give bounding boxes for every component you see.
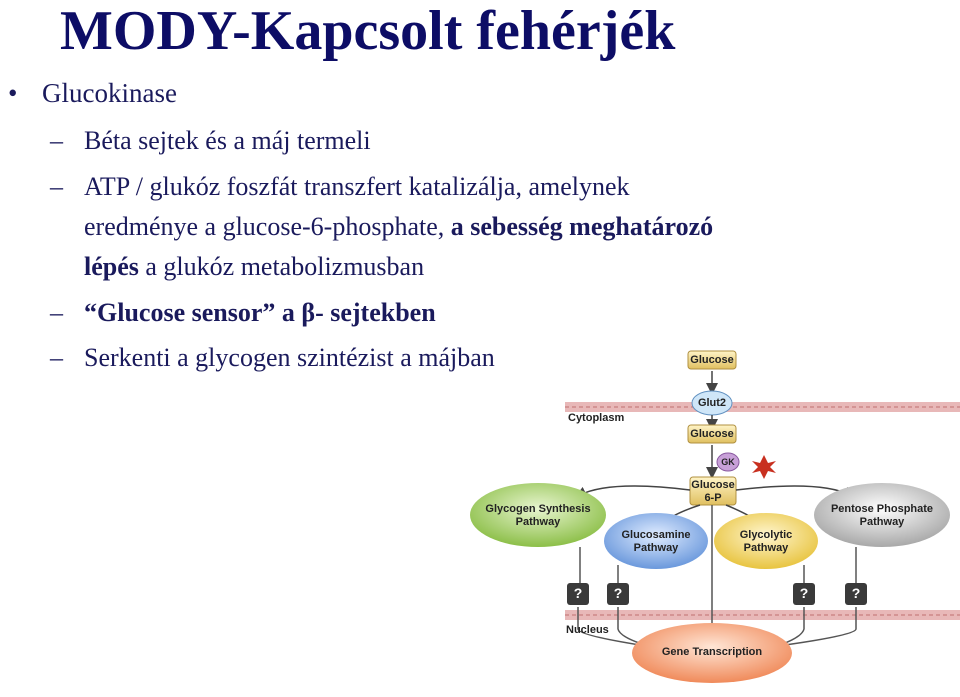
sub-bullet-3: – “Glucose sensor” a β- sejtekben <box>50 298 436 327</box>
glucose-top-label: Glucose <box>690 354 734 366</box>
question-mark-icon: ? <box>851 585 861 601</box>
bullet-dot: • <box>8 78 18 108</box>
dash-icon: – <box>50 172 63 201</box>
glycogen-label-line-1: Glycogen Synthesis <box>485 503 591 515</box>
dash-icon: – <box>50 126 63 155</box>
glycogen-label-line-2: Pathway <box>515 516 561 528</box>
glucosamine-label-line-2: Pathway <box>633 542 679 554</box>
question-mark-icon: ? <box>573 585 583 601</box>
pentose-label-line-2: Pathway <box>859 516 905 528</box>
gene-transcription-label: Gene Transcription <box>661 646 763 658</box>
dash-icon: – <box>50 343 63 372</box>
g6p-label-line-2: 6-P <box>704 492 722 504</box>
gk-label: GK <box>721 457 735 467</box>
glucokinase-pathway-diagram <box>470 345 960 697</box>
sub-bullet-2-line-2: eredménye a glucose-6-phosphate, a sebesség meghatározó <box>84 212 714 241</box>
question-mark-icon: ? <box>799 585 809 601</box>
sub-bullet-2: – ATP / glukóz foszfát transzfert katalizálja, amelynek <box>50 172 630 201</box>
sub-bullet-4: – Serkenti a glycogen szintézist a májban <box>50 343 495 372</box>
bullet-text: Glucokinase <box>42 78 177 108</box>
slide-title: MODY-Kapcsolt fehérjék <box>60 0 676 62</box>
pentose-label-line-1: Pentose Phosphate <box>830 503 934 515</box>
dash-icon: – <box>50 298 63 327</box>
nuclear-membrane <box>565 610 960 620</box>
sub-bullet-1: – Béta sejtek és a máj termeli <box>50 126 371 155</box>
glycolytic-label-line-1: Glycolytic <box>739 529 793 541</box>
cell-membrane <box>565 402 960 412</box>
bullet-glucokinase <box>8 78 177 109</box>
sub-bullet-2-line-3: lépés a glukóz metabolizmusban <box>84 252 425 281</box>
glycolytic-label-line-2: Pathway <box>743 542 789 554</box>
g6p-label-line-1: Glucose <box>691 479 735 491</box>
glucosamine-label-line-1: Glucosamine <box>621 529 691 541</box>
mutation-star-icon <box>752 455 776 479</box>
cytoplasm-label: Cytoplasm <box>568 412 625 424</box>
glucose-mid-label: Glucose <box>690 428 734 440</box>
nucleus-label: Nucleus <box>566 624 609 636</box>
glut2-label: Glut2 <box>697 397 727 409</box>
question-mark-icon: ? <box>613 585 623 601</box>
